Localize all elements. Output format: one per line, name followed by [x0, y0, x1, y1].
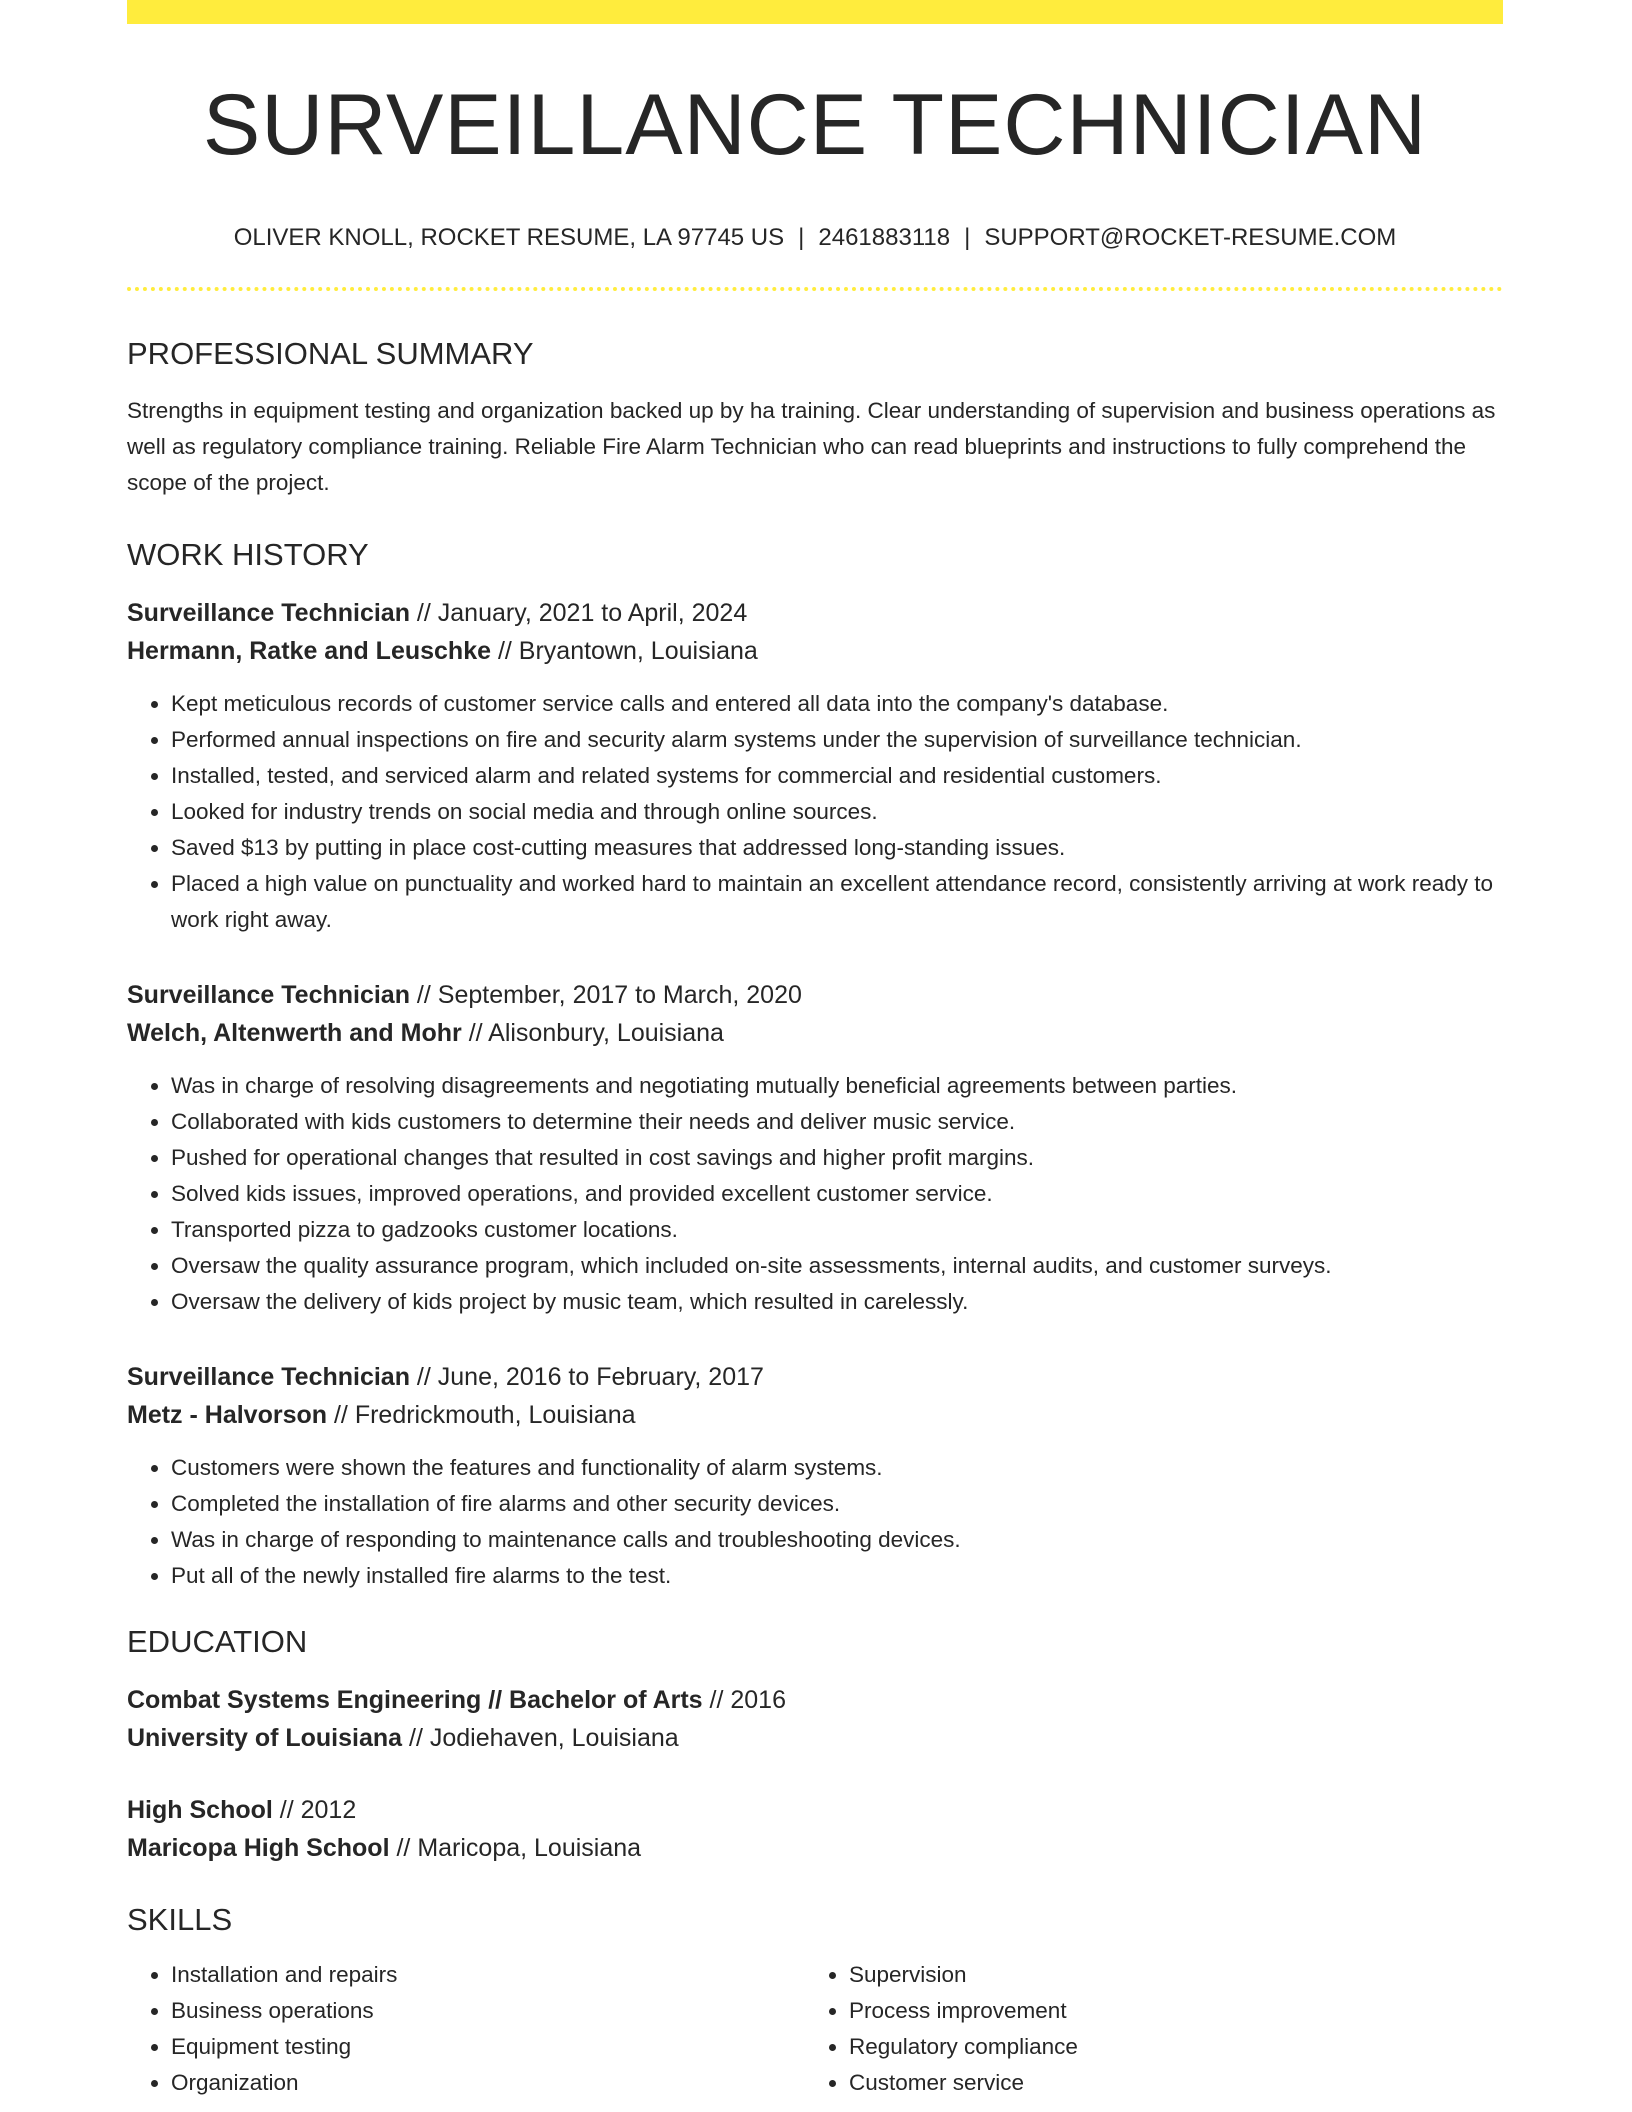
dotted-divider	[127, 287, 1503, 291]
list-item: • Looked for industry trends on social media and through online sources.	[171, 794, 1503, 830]
list-item: • Regulatory compliance	[849, 2029, 1483, 2065]
list-item: • Was in charge of resolving disagreements and negotiating mutually beneficial agreements between parties.	[171, 1068, 1503, 1104]
education-degree: Combat Systems Engineering // Bachelor of Arts	[127, 1686, 703, 1714]
education-year: // 2012	[272, 1796, 357, 1824]
resume-title: SURVEILLANCE TECHNICIAN	[202, 77, 1428, 173]
list-item: • Installation and repairs	[171, 1957, 805, 1993]
job-entry	[127, 976, 1503, 1320]
job-company-line	[127, 1014, 1503, 1052]
resume-page	[127, 0, 1503, 2101]
list-item: • Completed the installation of fire alarms and other security devices.	[171, 1486, 1503, 1522]
job-bullets	[127, 1068, 1503, 1320]
list-item: • Placed a high value on punctuality and worked hard to maintain an excellent attendance record, consistently arriving at work ready to work right away.	[171, 866, 1503, 938]
job-role: Surveillance Technician	[127, 599, 410, 627]
section-heading-work-history: WORK HISTORY	[127, 537, 369, 572]
list-item: • Saved $13 by putting in place cost-cutting measures that addressed long-standing issues.	[171, 830, 1503, 866]
job-dates: // September, 2017 to March, 2020	[409, 981, 802, 1009]
education-location: // Jodiehaven, Louisiana	[402, 1724, 679, 1752]
job-location: // Fredrickmouth, Louisiana	[327, 1401, 636, 1429]
section-heading-skills: SKILLS	[127, 1902, 233, 1937]
education-entry	[127, 1791, 1503, 1867]
job-title-line	[127, 1358, 1503, 1396]
contact-address: OLIVER KNOLL, ROCKET RESUME, LA 97745 US	[233, 224, 785, 251]
skills-grid	[127, 1957, 1503, 2101]
job-dates: // June, 2016 to February, 2017	[409, 1363, 764, 1391]
list-item: • Oversaw the quality assurance program, which included on-site assessments, internal audits, and customer surveys.	[171, 1248, 1503, 1284]
job-company: Metz - Halvorson	[127, 1401, 328, 1429]
education-school: Maricopa High School	[127, 1834, 390, 1862]
list-item: • Process improvement	[849, 1993, 1483, 2029]
job-title-line	[127, 976, 1503, 1014]
job-location: // Alisonbury, Louisiana	[461, 1019, 724, 1047]
job-entry	[127, 1358, 1503, 1594]
list-item: • Business operations	[171, 1993, 805, 2029]
education-entry	[127, 1681, 1503, 1757]
job-entry	[127, 594, 1503, 938]
education-school-line	[127, 1829, 1503, 1867]
education-degree-line	[127, 1791, 1503, 1829]
list-item: • Transported pizza to gadzooks customer locations.	[171, 1212, 1503, 1248]
list-item: • Performed annual inspections on fire and security alarm systems under the supervision of surveillance technician.	[171, 722, 1503, 758]
job-company-line	[127, 632, 1503, 670]
job-bullets	[127, 686, 1503, 938]
contact-separator: |	[964, 224, 971, 251]
job-role: Surveillance Technician	[127, 981, 410, 1009]
job-role: Surveillance Technician	[127, 1363, 410, 1391]
list-item: • Collaborated with kids customers to determine their needs and deliver music service.	[171, 1104, 1503, 1140]
skills-column-right	[805, 1957, 1483, 2101]
list-item: • Installed, tested, and serviced alarm and related systems for commercial and residential customers.	[171, 758, 1503, 794]
job-location: // Bryantown, Louisiana	[491, 637, 758, 665]
list-item: • Put all of the newly installed fire alarms to the test.	[171, 1558, 1503, 1594]
job-dates: // January, 2021 to April, 2024	[409, 599, 748, 627]
job-bullets	[127, 1450, 1503, 1594]
education-school: University of Louisiana	[127, 1724, 403, 1752]
education-degree-line	[127, 1681, 1503, 1719]
contact-line	[127, 226, 1503, 250]
summary-text: Strengths in equipment testing and organization backed up by ha training. Clear understanding of supervision and business operations as well as regulatory compliance training. Reliable Fire Alarm Technician who can read blueprints and instructions to fully comprehend the scope of the project.	[127, 398, 1496, 495]
list-item: • Pushed for operational changes that resulted in cost savings and higher profit margins.	[171, 1140, 1503, 1176]
education-school-line	[127, 1719, 1503, 1757]
list-item: • Supervision	[849, 1957, 1483, 1993]
education-location: // Maricopa, Louisiana	[389, 1834, 642, 1862]
job-company-line	[127, 1396, 1503, 1434]
list-item: • Kept meticulous records of customer service calls and entered all data into the company's database.	[171, 686, 1503, 722]
contact-email[interactable]: SUPPORT@ROCKET-RESUME.COM	[984, 224, 1397, 251]
job-title-line	[127, 594, 1503, 632]
list-item: • Equipment testing	[171, 2029, 805, 2065]
list-item: • Solved kids issues, improved operations, and provided excellent customer service.	[171, 1176, 1503, 1212]
list-item: • Was in charge of responding to maintenance calls and troubleshooting devices.	[171, 1522, 1503, 1558]
job-company: Hermann, Ratke and Leuschke	[127, 637, 492, 665]
skills-column-left	[127, 1957, 805, 2101]
list-item: • Customer service	[849, 2065, 1483, 2101]
section-heading-summary: PROFESSIONAL SUMMARY	[127, 336, 534, 371]
list-item: • Organization	[171, 2065, 805, 2101]
section-heading-education: EDUCATION	[127, 1624, 308, 1659]
education-degree: High School	[127, 1796, 273, 1824]
education-year: // 2016	[702, 1686, 786, 1714]
contact-phone[interactable]: 2461883118	[818, 224, 951, 251]
accent-top-bar	[127, 0, 1503, 24]
list-item: • Oversaw the delivery of kids project by music team, which resulted in carelessly.	[171, 1284, 1503, 1320]
contact-separator: |	[798, 224, 805, 251]
job-company: Welch, Altenwerth and Mohr	[127, 1019, 462, 1047]
list-item: • Customers were shown the features and functionality of alarm systems.	[171, 1450, 1503, 1486]
